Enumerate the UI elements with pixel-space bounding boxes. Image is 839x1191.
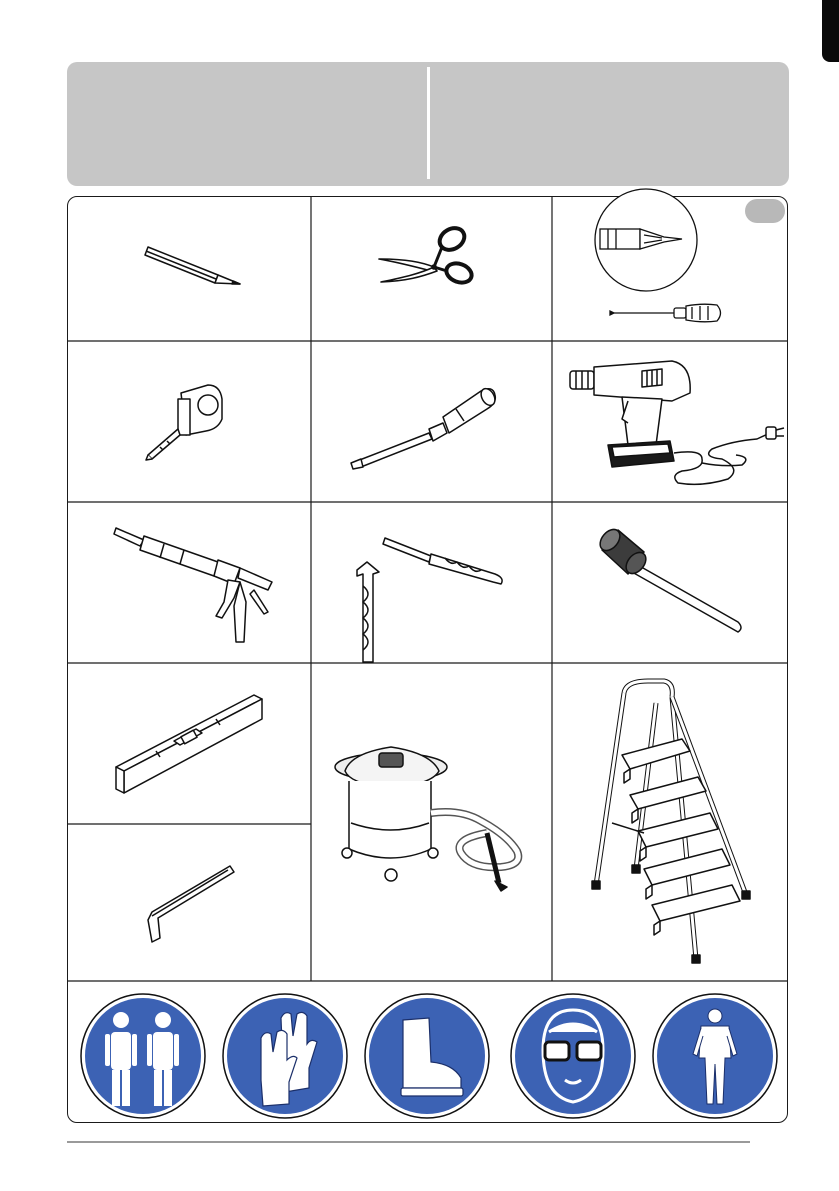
safety-goggles-icon [509, 992, 637, 1120]
pencil-cell [68, 197, 310, 340]
wet-dry-vacuum-icon [311, 663, 551, 979]
pencil-icon [68, 197, 310, 340]
hex-key-icon [68, 824, 310, 979]
spirit-level-icon [68, 663, 310, 823]
scissors-icon [311, 197, 551, 340]
rubber-mallet-cell [552, 502, 787, 662]
cordless-drill-cell [552, 341, 787, 501]
drill-bits-cell [311, 502, 551, 662]
caulking-gun-cell [68, 502, 310, 662]
step-ladder-cell [552, 663, 787, 979]
protective-gloves-sign [221, 992, 349, 1120]
cordless-drill-icon [552, 341, 787, 501]
protective-overalls-icon [651, 992, 779, 1120]
rubber-mallet-icon [552, 502, 787, 662]
protective-overalls-sign [651, 992, 779, 1120]
spirit-level-cell [68, 663, 310, 823]
footer-rule [67, 1141, 750, 1143]
tape-measure-cell [68, 341, 310, 501]
vacuum-cell [311, 663, 551, 979]
tape-measure-icon [68, 341, 310, 501]
scissors-cell [311, 197, 551, 340]
safety-boots-sign [363, 992, 491, 1120]
two-person-lift-icon [79, 992, 207, 1120]
page-edge-tab [822, 0, 839, 62]
phillips-screwdriver-cell [552, 197, 787, 340]
header-divider [427, 67, 430, 179]
phillips-screwdriver-icon [552, 197, 787, 340]
hex-key-cell [68, 824, 310, 979]
step-ladder-icon [552, 663, 787, 979]
two-person-lift-sign [79, 992, 207, 1120]
safety-boots-icon [363, 992, 491, 1120]
caulking-gun-icon [68, 502, 310, 662]
flat-screwdriver-cell [311, 341, 551, 501]
protective-gloves-icon [221, 992, 349, 1120]
header-panel [67, 62, 789, 186]
flat-screwdriver-icon [311, 341, 551, 501]
safety-goggles-sign [509, 992, 637, 1120]
drill-bits-icon [311, 502, 551, 662]
